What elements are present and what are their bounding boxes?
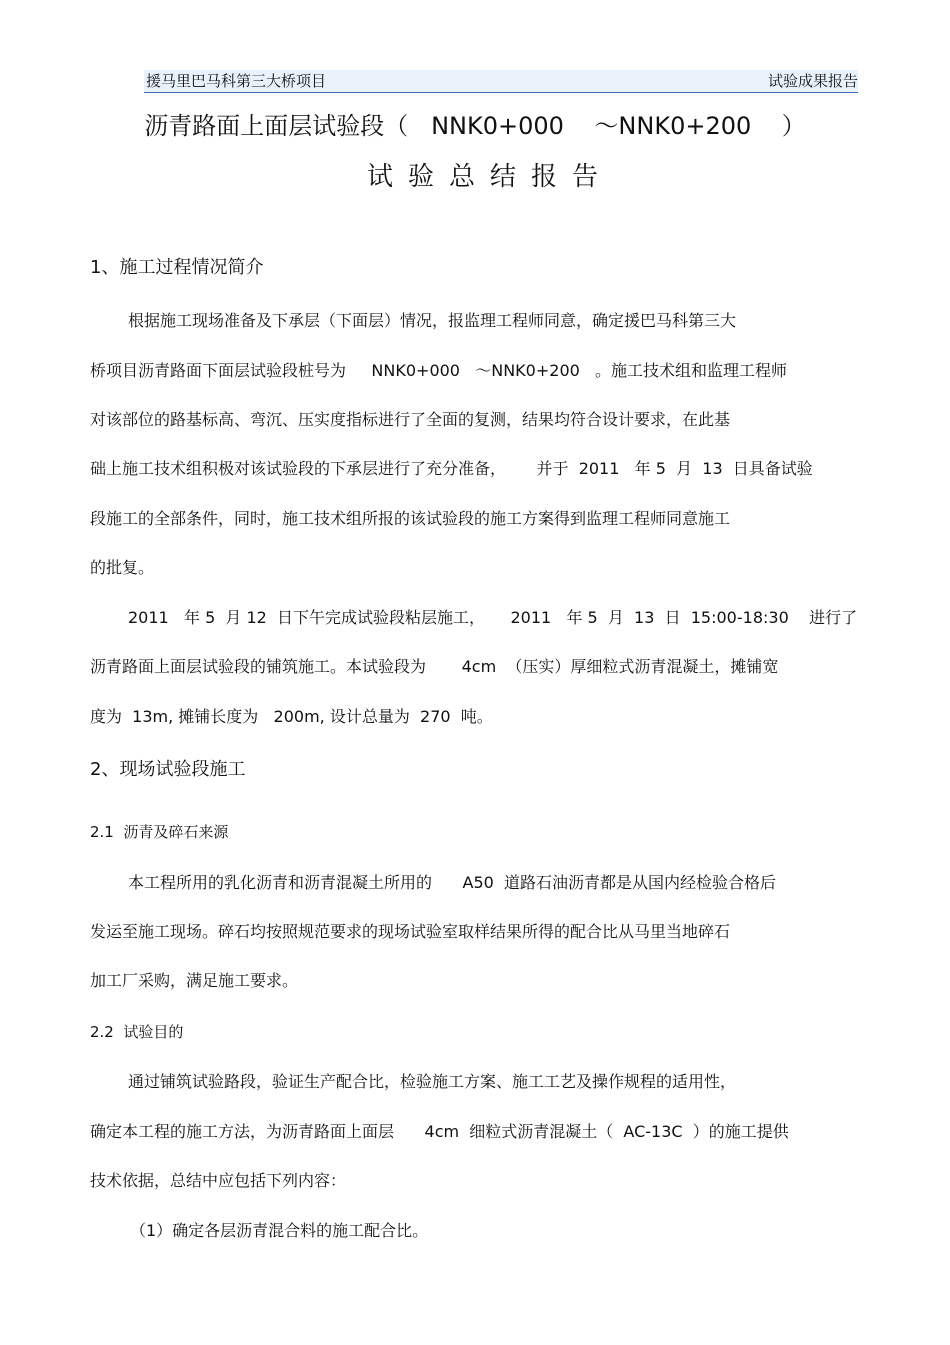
paragraph-line: 加工厂采购，满足施工要求。: [90, 971, 299, 990]
paragraph-line: 本工程所用的乳化沥青和沥青混凝土所用的 A50 道路石油沥青都是从国内经检验合格后: [128, 873, 776, 892]
paragraph-line: 的批复。: [90, 558, 155, 577]
report-subtitle: 试验总结报告: [366, 162, 613, 192]
paragraph-line: 通过铺筑试验路段，验证生产配合比，检验施工方案、施工工艺及操作规程的适用性，: [128, 1072, 737, 1091]
paragraph-line: 段施工的全部条件，同时，施工技术组所报的该试验段的施工方案得到监理工程师同意施工: [90, 509, 731, 528]
paragraph-line: 对该部位的路基标高、弯沉、压实度指标进行了全面的复测，结果均符合设计要求，在此基: [90, 410, 731, 429]
running-header: [144, 70, 858, 93]
paragraph-line: 桥项目沥青路面下面层试验段桩号为 NNK0+000 ～NNK0+200 。施工技术组和监理工程师: [90, 361, 788, 380]
subsection-2-1-heading: 2.1 沥青及碎石来源: [90, 823, 229, 841]
report-title: 沥青路面上面层试验段（ NNK0+000 ～NNK0+200 ）: [144, 112, 806, 140]
header-document-type: 试验成果报告: [767, 72, 858, 90]
paragraph-line: 度为 13m, 摊铺长度为 200m, 设计总量为 270 吨。: [90, 707, 493, 726]
header-project-name: 援马里巴马科第三大桥项目: [146, 72, 327, 90]
paragraph-line: 础上施工技术组积极对该试验段的下承层进行了充分准备， 并于 2011 年 5 月 13 日具备试验: [90, 459, 813, 478]
paragraph-line: 根据施工现场准备及下承层（下面层）情况，报监理工程师同意，确定援巴马科第三大: [128, 311, 737, 330]
paragraph-line: 确定本工程的施工方法，为沥青路面上面层 4cm 细粒式沥青混凝土（ AC-13C ）的施工提供: [90, 1122, 789, 1141]
paragraph-line: 沥青路面上面层试验段的铺筑施工。本试验段为 4cm （压实）厚细粒式沥青混凝土，摊铺宽: [90, 657, 779, 676]
paragraph-line: 技术依据，总结中应包括下列内容：: [90, 1171, 347, 1190]
paragraph-line: 2011 年 5 月 12 日下午完成试验段粘层施工， 2011 年 5 月 13 日 15:00-18:30 进行了: [128, 608, 858, 627]
list-item: （1）确定各层沥青混合料的施工配合比。: [130, 1221, 429, 1240]
section-2-heading: 2、现场试验段施工: [90, 759, 246, 780]
paragraph-line: 发运至施工现场。碎石均按照规范要求的现场试验室取样结果所得的配合比从马里当地碎石: [90, 922, 731, 941]
subsection-2-2-heading: 2.2 试验目的: [90, 1023, 184, 1041]
section-1-heading: 1、施工过程情况简介: [90, 257, 264, 278]
